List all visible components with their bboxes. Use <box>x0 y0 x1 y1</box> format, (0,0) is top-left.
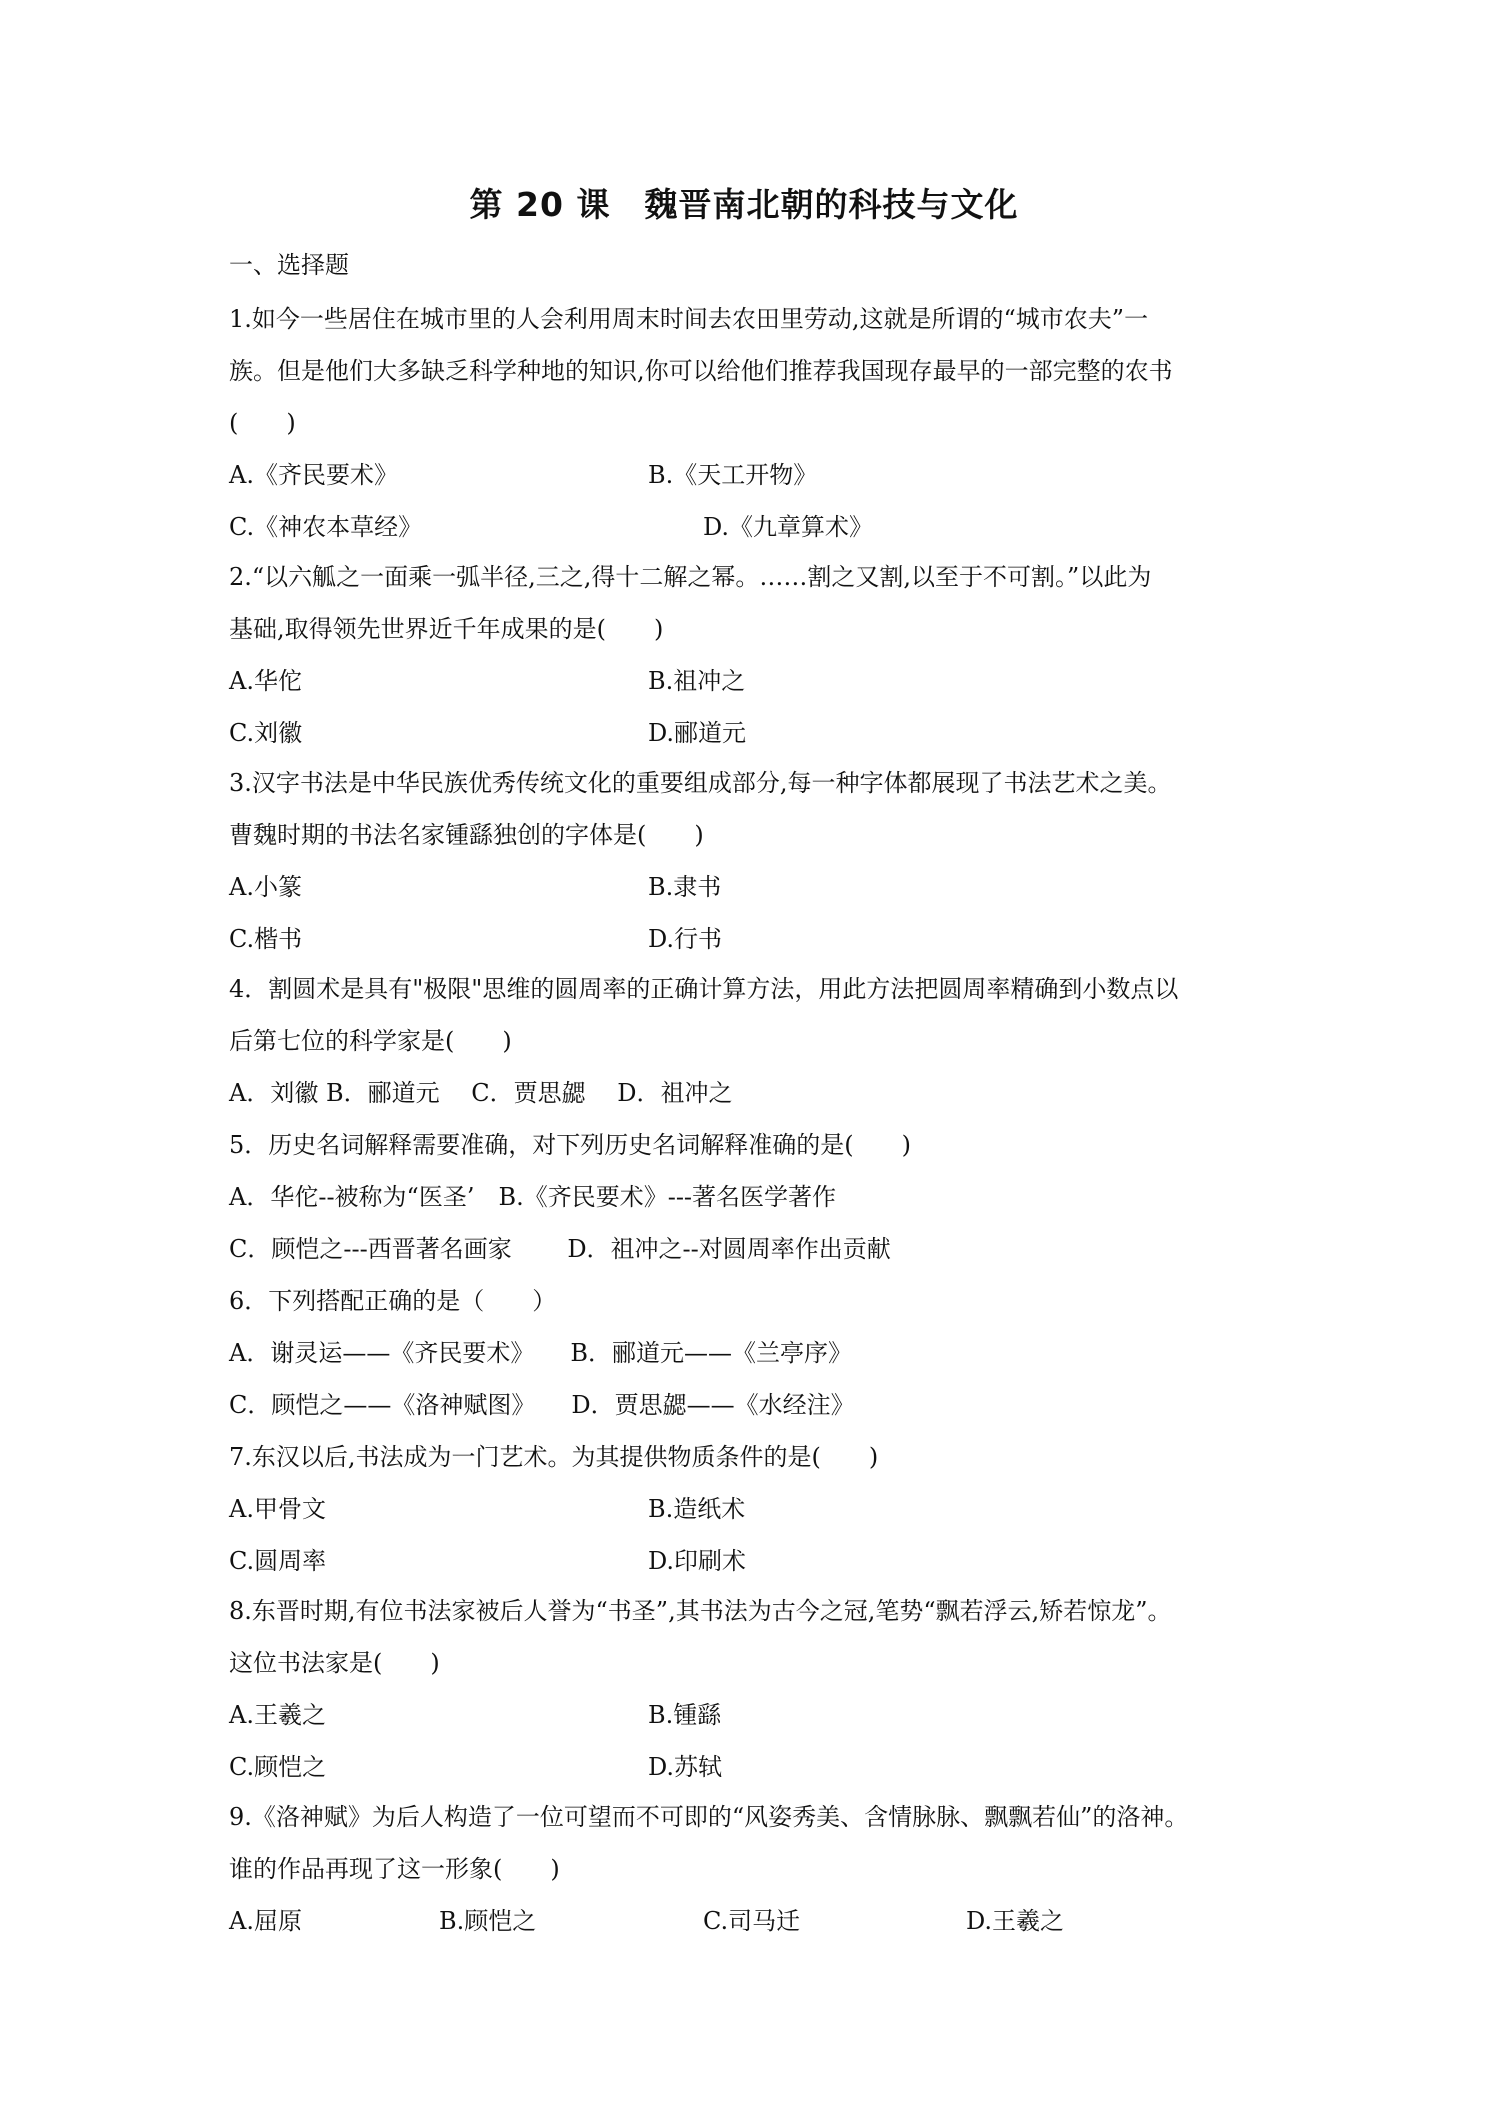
question-8-option-c: C.顾恺之 <box>229 1753 327 1781</box>
question-4-stem-line-2: 后第七位的科学家是( ) <box>229 1027 512 1055</box>
question-8-option-d: D.苏轼 <box>648 1753 723 1781</box>
document-title: 第 20 课 魏晋南北朝的科技与文化 <box>469 185 1019 224</box>
question-3-option-d: D.行书 <box>648 925 723 953</box>
question-9-option-a: A.屈原 <box>229 1907 302 1935</box>
question-8-stem-line-2: 这位书法家是( ) <box>229 1649 440 1677</box>
question-8-stem-line-1: 8.东晋时期,有位书法家被后人誉为“书圣”,其书法为古今之冠,笔势“飘若浮云,矫若惊龙”。 <box>229 1597 1172 1625</box>
question-4-stem-line-1: 4．割圆术是具有"极限"思维的圆周率的正确计算方法，用此方法把圆周率精确到小数点以 <box>229 975 1179 1003</box>
question-3-option-c: C.楷书 <box>229 925 303 953</box>
question-7-option-b: B.造纸术 <box>648 1495 746 1523</box>
question-6-options-line-1: A．谢灵运——《齐民要术》 B．郦道元——《兰亭序》 <box>229 1339 852 1367</box>
question-9-option-b: B.顾恺之 <box>439 1907 537 1935</box>
question-5-options-line-1: A．华佗--被称为“医圣’ B.《齐民要术》---著名医学著作 <box>229 1183 837 1211</box>
question-1-stem-line-2: 族。但是他们大多缺乏科学种地的知识,你可以给他们推荐我国现存最早的一部完整的农书 <box>229 357 1173 385</box>
question-4-options: A．刘徽 B．郦道元 C．贾思勰 D．祖冲之 <box>229 1079 733 1107</box>
question-1-stem-line-1: 1.如今一些居住在城市里的人会利用周末时间去农田里劳动,这就是所谓的“城市农夫”一 <box>229 305 1149 333</box>
question-8-option-b: B.锺繇 <box>648 1701 722 1729</box>
question-5-stem-line-1: 5．历史名词解释需要准确，对下列历史名词解释准确的是( ) <box>229 1131 911 1159</box>
question-9-stem-line-2: 谁的作品再现了这一形象( ) <box>229 1855 560 1883</box>
question-7-stem-line-1: 7.东汉以后,书法成为一门艺术。为其提供物质条件的是( ) <box>229 1443 879 1471</box>
question-9-option-d: D.王羲之 <box>966 1907 1065 1935</box>
question-1-option-a: A.《齐民要术》 <box>229 461 398 489</box>
question-1-stem-line-3: ( ) <box>229 409 296 437</box>
question-2-stem-line-1: 2.“以六觚之一面乘一弧半径,三之,得十二解之幂。……割之又割,以至于不可割。”以此为 <box>229 563 1152 591</box>
question-7-option-c: C.圆周率 <box>229 1547 327 1575</box>
question-5-options-line-2: C．顾恺之---西晋著名画家 D．祖冲之--对圆周率作出贡献 <box>229 1235 891 1263</box>
question-2-stem-line-2: 基础,取得领先世界近千年成果的是( ) <box>229 615 664 643</box>
question-2-option-c: C.刘徽 <box>229 719 303 747</box>
section-heading: 一、选择题 <box>229 251 349 279</box>
question-1-option-c: C.《神农本草经》 <box>229 513 423 541</box>
question-3-option-a: A.小篆 <box>229 873 302 901</box>
question-9-option-c: C.司马迁 <box>703 1907 801 1935</box>
question-8-option-a: A.王羲之 <box>229 1701 326 1729</box>
question-9-stem-line-1: 9.《洛神赋》为后人构造了一位可望而不可即的“风姿秀美、含情脉脉、飘飘若仙”的洛神。 <box>229 1803 1189 1831</box>
question-3-option-b: B.隶书 <box>648 873 722 901</box>
question-7-option-a: A.甲骨文 <box>229 1495 326 1523</box>
question-6-options-line-2: C．顾恺之——《洛神赋图》 D．贾思勰——《水经注》 <box>229 1391 855 1419</box>
question-1-option-b: B.《天工开物》 <box>648 461 818 489</box>
question-3-stem-line-2: 曹魏时期的书法名家锺繇独创的字体是( ) <box>229 821 704 849</box>
question-3-stem-line-1: 3.汉字书法是中华民族优秀传统文化的重要组成部分,每一种字体都展现了书法艺术之美。 <box>229 769 1172 797</box>
question-2-option-b: B.祖冲之 <box>648 667 746 695</box>
question-1-option-d: D.《九章算术》 <box>703 513 874 541</box>
question-7-option-d: D.印刷术 <box>648 1547 747 1575</box>
question-2-option-d: D.郦道元 <box>648 719 747 747</box>
question-2-option-a: A.华佗 <box>229 667 302 695</box>
question-6-stem-line-1: 6．下列搭配正确的是（ ） <box>229 1287 557 1315</box>
